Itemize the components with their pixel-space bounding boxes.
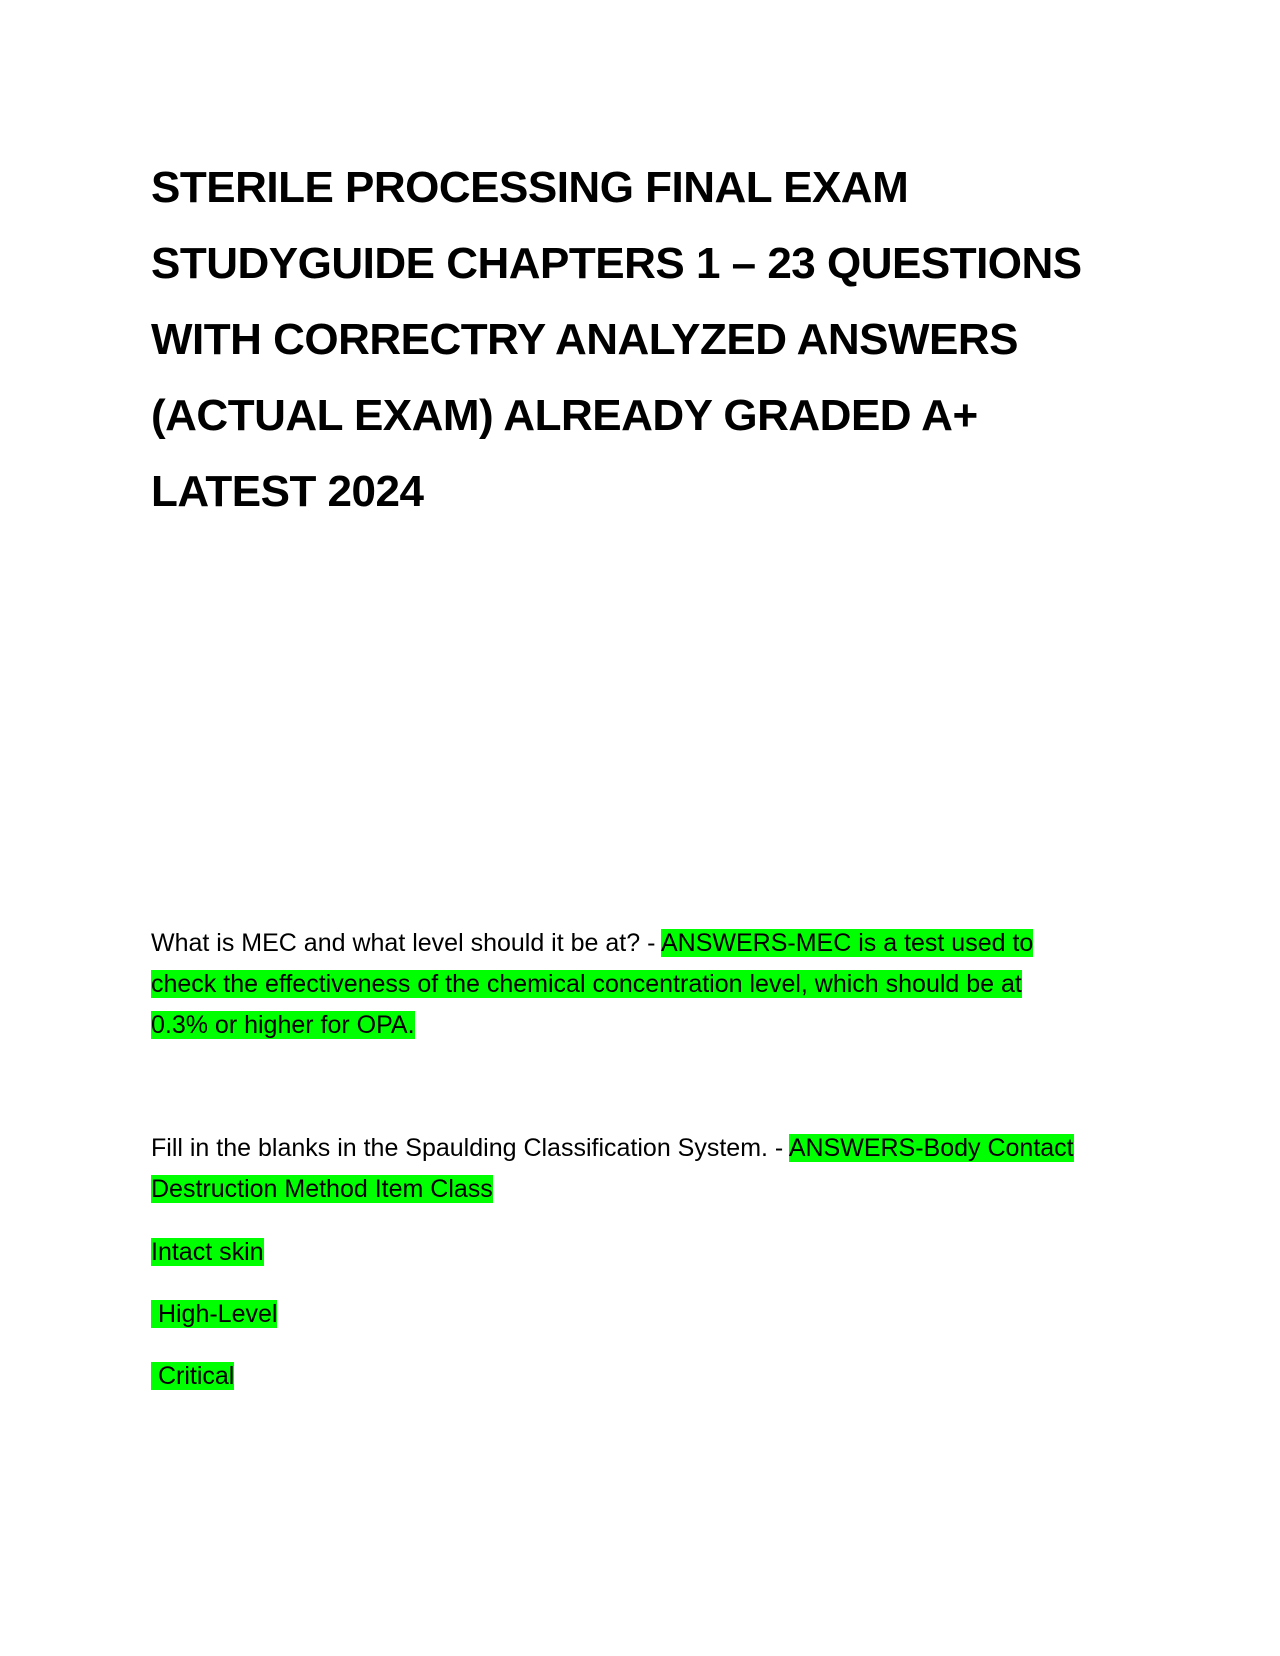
answer-extra-line bbox=[151, 1296, 277, 1332]
answer-highlight: Critical bbox=[151, 1362, 235, 1390]
answer-extra-line bbox=[151, 1234, 264, 1270]
answer-highlight: ANSWERS-MEC is a test used to bbox=[660, 929, 1034, 957]
qa-item bbox=[151, 923, 1131, 1046]
answer-highlight: Intact skin bbox=[151, 1238, 264, 1266]
title-line: WITH CORRECTRY ANALYZED ANSWERS bbox=[151, 315, 1018, 364]
answer-extra-line bbox=[151, 1358, 234, 1394]
document-title bbox=[151, 150, 1131, 530]
answer-highlight: ANSWERS-Body Contact bbox=[788, 1134, 1074, 1162]
answer-highlight: Destruction Method Item Class bbox=[151, 1175, 493, 1203]
qa-item bbox=[151, 1128, 1131, 1210]
answer-highlight: 0.3% or higher for OPA. bbox=[151, 1011, 415, 1039]
answer-highlight: check the effectiveness of the chemical concentration level, which should be at bbox=[151, 970, 1022, 998]
question-text: What is MEC and what level should it be at? - bbox=[151, 929, 661, 957]
answer-highlight: High-Level bbox=[151, 1300, 278, 1328]
title-line: STUDYGUIDE CHAPTERS 1 – 23 QUESTIONS bbox=[151, 239, 1082, 288]
qa-line bbox=[151, 1128, 1131, 1169]
question-text: Fill in the blanks in the Spaulding Classification System. - bbox=[151, 1134, 789, 1162]
qa-line bbox=[151, 1169, 1131, 1210]
qa-line bbox=[151, 923, 1131, 964]
title-line: (ACTUAL EXAM) ALREADY GRADED A+ bbox=[151, 391, 978, 440]
title-line: LATEST 2024 bbox=[151, 467, 424, 516]
qa-line bbox=[151, 964, 1131, 1005]
title-line: STERILE PROCESSING FINAL EXAM bbox=[151, 163, 909, 212]
qa-line bbox=[151, 1005, 1131, 1046]
